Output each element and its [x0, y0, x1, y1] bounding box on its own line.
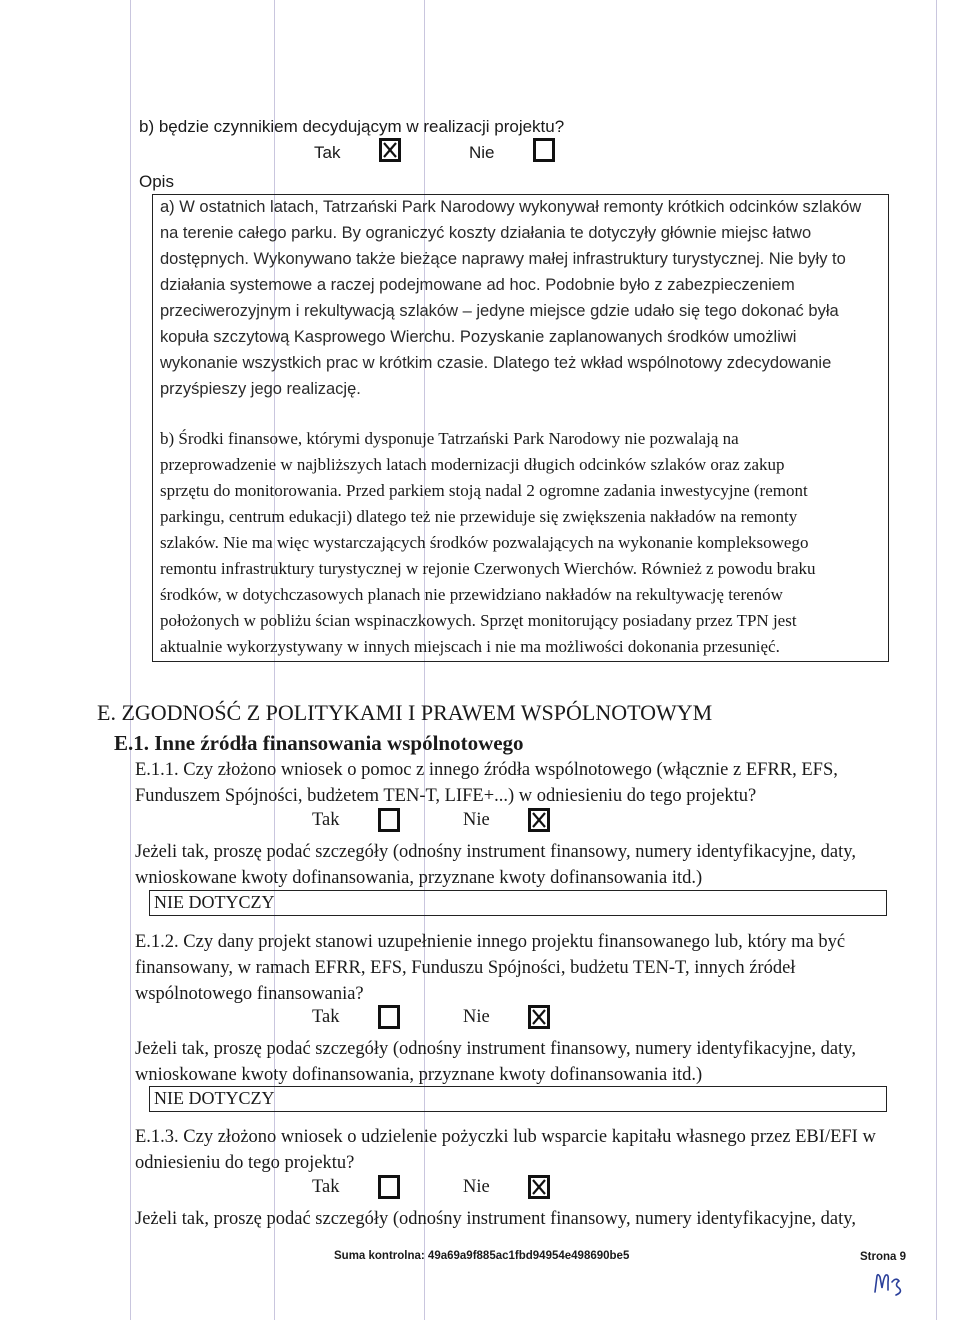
text-line: przeprowadzenie w najbliższych latach modernizacji długich odcinków szlaków oraz zakup — [160, 455, 785, 474]
text-line: przyśpieszy jego realizację. — [160, 380, 361, 398]
q3-nie-checkbox[interactable] — [528, 1175, 550, 1199]
section-e-heading: E. ZGODNOŚĆ Z POLITYKAMI I PRAWEM WSPÓLNOTOWYM — [97, 700, 713, 725]
text-line: b) Środki finansowe, którymi dysponuje Tatrzański Park Narodowy nie pozwalają na — [160, 429, 739, 448]
x-mark-icon — [531, 1178, 547, 1196]
text-line: odniesieniu do tego projektu? — [135, 1153, 355, 1173]
q3-tak-checkbox[interactable] — [378, 1175, 400, 1199]
q1-answer: NIE DOTYCZY — [154, 892, 275, 912]
q2-nie-label: Nie — [463, 1007, 490, 1027]
q1-nie-label: Nie — [463, 810, 490, 830]
q2-tak-checkbox[interactable] — [378, 1005, 400, 1029]
x-mark-icon — [531, 811, 547, 829]
initials-signature-icon — [872, 1268, 908, 1298]
guide-line — [936, 0, 937, 1320]
question-b-text: b) będzie czynnikiem decydującym w realizacji projektu? — [139, 117, 565, 136]
text-line: dostępnych. Wykonywano także bieżące naprawy małej infrastruktury turystycznej. Nie były to — [160, 250, 846, 268]
text-line: szlaków. Nie ma więc wystarczających środków pozwalających na wykonanie kompleksowego — [160, 533, 809, 552]
tak-label: Tak — [314, 143, 341, 162]
q1-tak-checkbox[interactable] — [378, 808, 400, 832]
text-line: Jeżeli tak, proszę podać szczegóły (odnośny instrument finansowy, numery identyfikacyjne, daty, — [135, 1039, 856, 1059]
text-line: E.1.3. Czy złożono wniosek o udzielenie pożyczki lub wsparcie kapitału własnego przez EBI/EFI w — [135, 1127, 876, 1147]
text-line: przeciwerozyjnym i rekultywacją szlaków – jedyne miejsce gdzie udało się tego dokonać była — [160, 302, 839, 320]
q3-tak-label: Tak — [312, 1177, 340, 1197]
text-line: a) W ostatnich latach, Tatrzański Park Narodowy wykonywał remonty krótkich odcinków szlaków — [160, 198, 862, 216]
text-line: finansowany, w ramach EFRR, EFS, Funduszu Spójności, budżetu TEN-T, innych źródeł — [135, 958, 796, 978]
q2-answer-box[interactable] — [149, 1086, 887, 1112]
q1-nie-checkbox[interactable] — [528, 808, 550, 832]
text-line: sprzętu do monitorowania. Przed parkiem stoją nadal 2 ogromne zadania inwestycyjne (remont — [160, 481, 808, 500]
checksum: Suma kontrolna: 49a69a9f885ac1fbd94954e498690be5 — [334, 1250, 630, 1262]
q2-answer: NIE DOTYCZY — [154, 1088, 275, 1108]
text-line: remontu infrastruktury turystycznej w rejonie Czerwonych Wierchów. Również z powodu braku — [160, 559, 816, 578]
text-line: wnioskowane kwoty dofinansowania, przyznane kwoty dofinansowania itd.) — [135, 1065, 703, 1085]
q3-nie-label: Nie — [463, 1177, 490, 1197]
tak-checkbox[interactable] — [379, 138, 401, 162]
text-line: działania systemowe a raczej podejmowane ad hoc. Podobnie było z zabezpieczeniem — [160, 276, 795, 294]
q1-tak-label: Tak — [312, 810, 340, 830]
nie-checkbox[interactable] — [533, 138, 555, 162]
text-line: kopuła szczytową Kasprowego Wierchu. Pozyskanie zaplanowanych środków umożliwi — [160, 328, 797, 346]
text-line: wnioskowane kwoty dofinansowania, przyznane kwoty dofinansowania itd.) — [135, 868, 703, 888]
guide-line — [130, 0, 131, 1320]
text-line: E.1.1. Czy złożono wniosek o pomoc z innego źródła wspólnotowego (włącznie z EFRR, EFS, — [135, 760, 838, 780]
text-line: Funduszem Spójności, budżetem TEN-T, LIFE+...) w odniesieniu do tego projektu? — [135, 786, 757, 806]
opis-label: Opis — [139, 172, 174, 191]
text-line: wykonanie wszystkich prac w krótkim czasie. Dlatego też wkład wspólnotowy zdecydowanie — [160, 354, 832, 372]
q2-nie-checkbox[interactable] — [528, 1005, 550, 1029]
text-line: na terenie całego parku. By ograniczyć koszty działania te dotyczyły głównie miejsc łatwo — [160, 224, 812, 242]
text-line: wspólnotowego finansowania? — [135, 984, 364, 1004]
page-number: Strona 9 — [860, 1251, 907, 1263]
text-line: E.1.2. Czy dany projekt stanowi uzupełnienie innego projektu finansowanego lub, który ma być — [135, 932, 846, 952]
x-mark-icon — [382, 141, 398, 159]
handwritten-initials — [872, 1268, 908, 1303]
q2-tak-label: Tak — [312, 1007, 340, 1027]
text-line: parkingu, centrum edukacji) dlatego też nie przewiduje się zwiększenia nakładów na remonty — [160, 507, 798, 526]
text-line: położonych w pobliżu ścian wspinaczkowych. Sprzęt monitorujący posiadany przez TPN jest — [160, 611, 797, 630]
text-line: środków, w dotychczasowych planach nie przewidziano nakładów na rekultywację terenów — [160, 585, 783, 604]
nie-label: Nie — [469, 143, 495, 162]
text-line: Jeżeli tak, proszę podać szczegóły (odnośny instrument finansowy, numery identyfikacyjne, daty, — [135, 842, 856, 862]
text-line: aktualnie wykorzystywany w innych miejscach i nie ma możliwości dokonania przesunięć. — [160, 637, 780, 656]
q1-answer-box[interactable] — [149, 890, 887, 916]
x-mark-icon — [531, 1008, 547, 1026]
text-line: Jeżeli tak, proszę podać szczegóły (odnośny instrument finansowy, numery identyfikacyjne, daty, — [135, 1209, 856, 1229]
section-e1-heading: E.1. Inne źródła finansowania wspólnotowego — [114, 731, 524, 755]
